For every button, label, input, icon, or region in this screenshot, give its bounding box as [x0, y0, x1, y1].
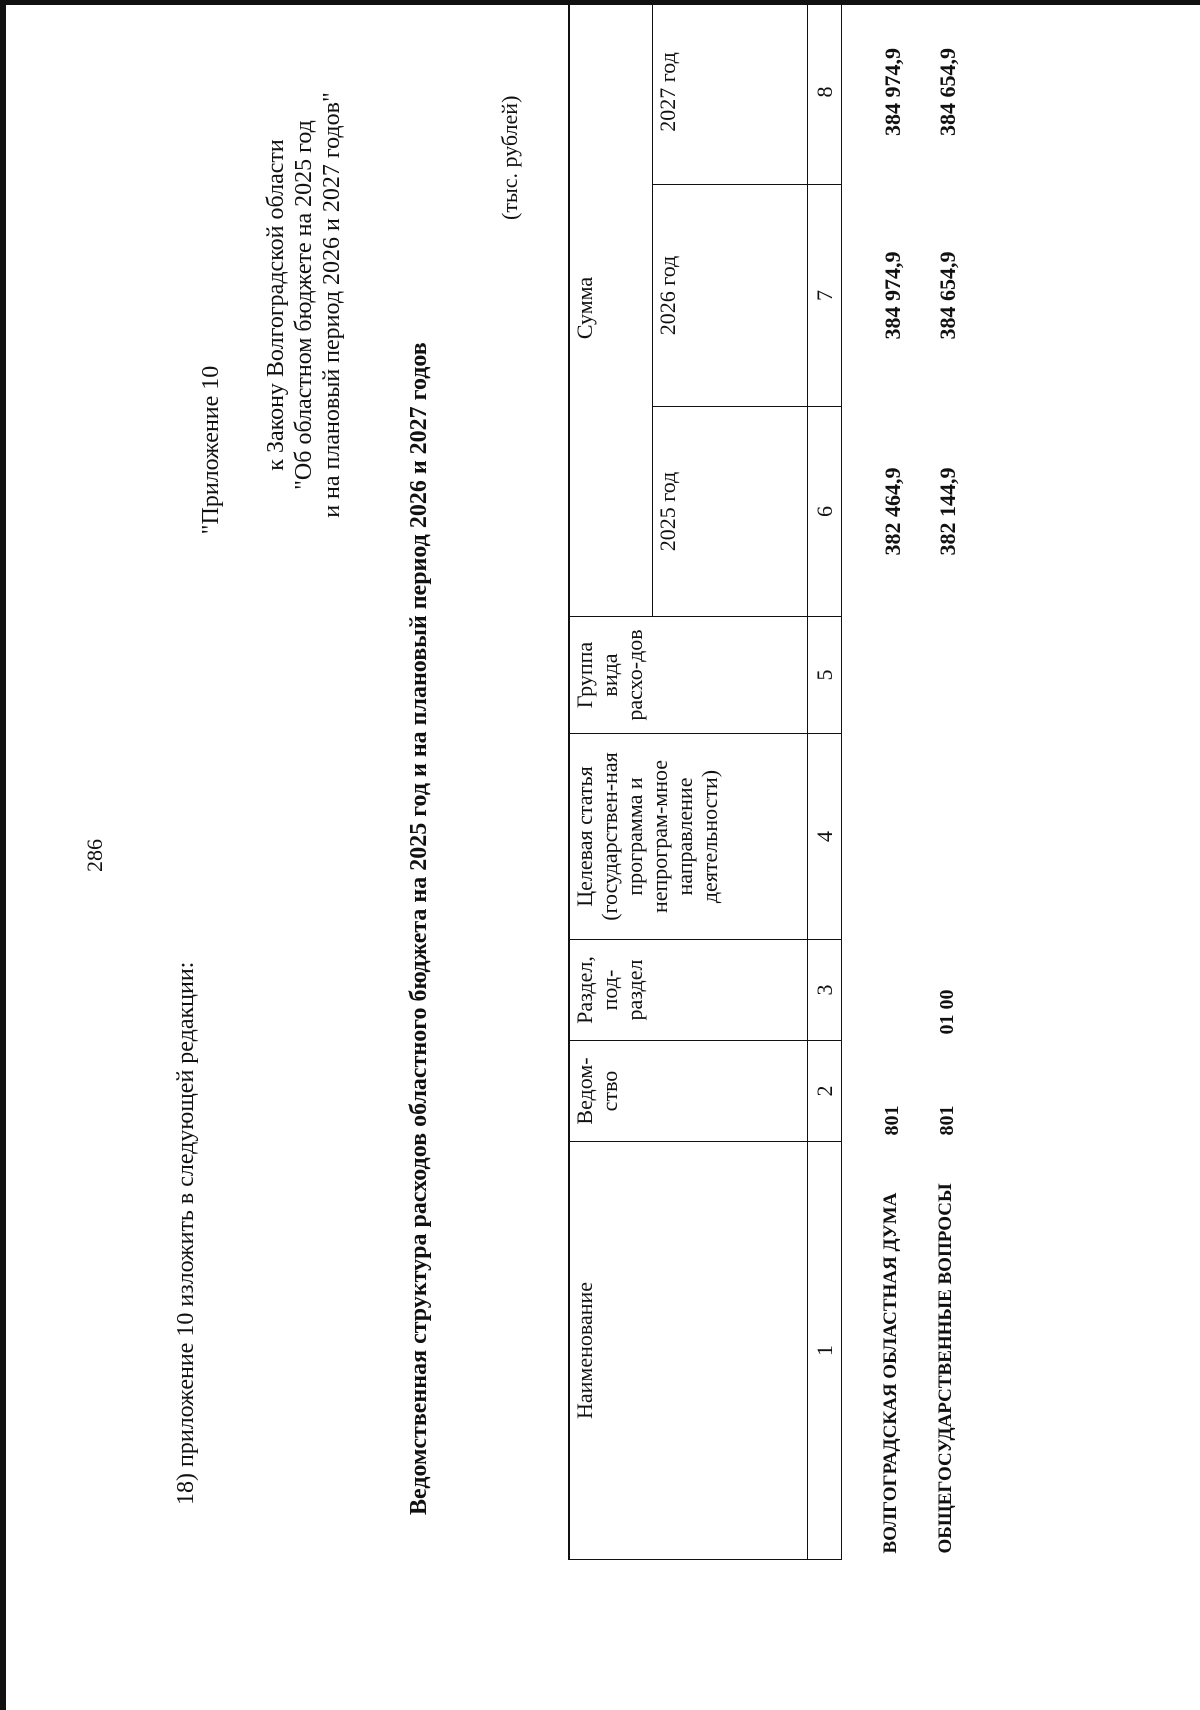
- law-reference-line: и на плановый период 2026 и 2027 годов": [319, 92, 345, 518]
- law-reference-line: "Об областном бюджете на 2025 год: [291, 120, 317, 490]
- row-department: 801: [881, 1105, 903, 1136]
- row-expense-group: [842, 617, 908, 734]
- row-expense-group: [907, 617, 962, 734]
- page-number: 286: [82, 839, 107, 872]
- header-name: Наименование: [569, 1142, 808, 1560]
- budget-table: [568, 0, 962, 1560]
- table-row: [842, 0, 908, 1560]
- row-amount-2025: 382 464,9: [880, 467, 905, 556]
- row-section: 01 00: [936, 989, 958, 1035]
- appendix-label: "Приложение 10: [198, 365, 224, 535]
- header-year-2027: 2027 год: [653, 0, 808, 185]
- row-amount-2027: 384 654,9: [935, 48, 960, 136]
- row-target-article: [842, 734, 908, 940]
- row-department: 801: [936, 1105, 958, 1136]
- row-amount-2026: 384 974,9: [880, 251, 905, 340]
- header-year-2025: 2025 год: [653, 407, 808, 617]
- column-number: 3: [808, 940, 842, 1041]
- row-name: ОБЩЕГОСУДАРСТВЕННЫЕ ВОПРОСЫ: [935, 1183, 956, 1554]
- law-reference: [262, 0, 346, 625]
- column-number: 5: [808, 617, 842, 734]
- document-title: Ведомственная структура расходов областного бюджета на 2025 год и на плановый период 2026 и 2027 годов: [406, 342, 432, 1515]
- header-section: Раздел, под-раздел: [569, 940, 808, 1041]
- row-target-article: [907, 734, 962, 940]
- column-number: 2: [808, 1041, 842, 1142]
- law-reference-line: к Закону Волгоградской области: [263, 139, 289, 471]
- column-number: 1: [808, 1142, 842, 1560]
- intro-text: 18) приложение 10 изложить в следующей редакции:: [173, 961, 199, 1505]
- header-sum: Сумма: [569, 0, 653, 617]
- header-department: Ведом-ство: [569, 1041, 808, 1142]
- column-number: 4: [808, 734, 842, 940]
- column-number: 7: [808, 185, 842, 407]
- column-number: 8: [808, 0, 842, 185]
- row-amount-2027: 384 974,9: [880, 48, 905, 136]
- row-amount-2026: 384 654,9: [935, 251, 960, 340]
- table-row: [907, 0, 962, 1560]
- row-name: ВОЛГОГРАДСКАЯ ОБЛАСТНАЯ ДУМА: [880, 1192, 901, 1554]
- column-number: 6: [808, 407, 842, 617]
- units-label: (тыс. рублей): [497, 95, 522, 220]
- row-section: [842, 940, 908, 1041]
- header-year-2026: 2026 год: [653, 185, 808, 407]
- header-expense-group: Группа вида расхо-дов: [569, 617, 808, 734]
- header-target-article: Целевая статья (государствен-ная программа и непрограм-мное направление деятельности): [569, 734, 808, 940]
- row-amount-2025: 382 144,9: [935, 467, 960, 556]
